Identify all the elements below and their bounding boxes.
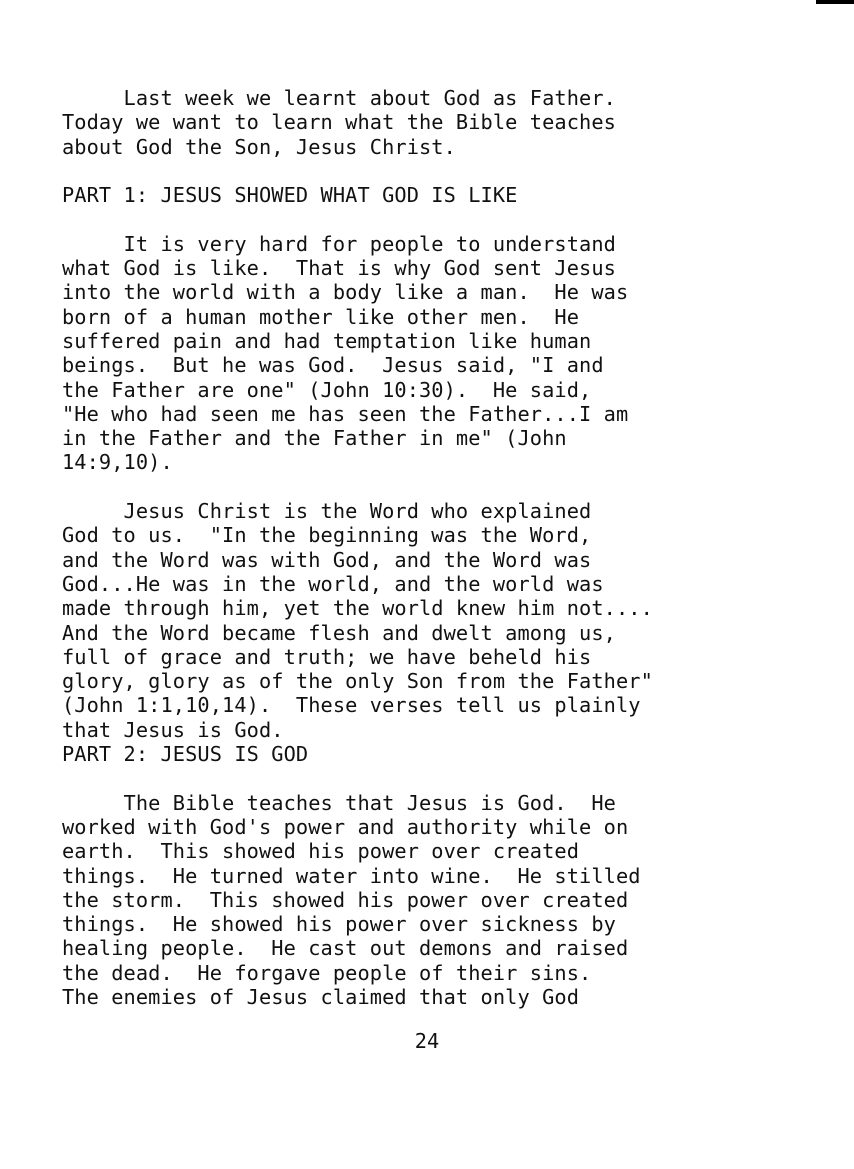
text-line: in the Father and the Father in me" (John [62,426,567,451]
text-line: made through him, yet the world knew him not.... [62,596,653,621]
section-heading-part-1: PART 1: JESUS SHOWED WHAT GOD IS LIKE [62,183,518,208]
text-line: It is very hard for people to understand [62,231,616,256]
paragraph-intro [62,86,782,159]
text-line: that Jesus is God. [62,717,284,742]
section-heading-part-2: PART 2: JESUS IS GOD [62,742,309,767]
text-line: And the Word became flesh and dwelt among us, [62,620,616,645]
text-line: The enemies of Jesus claimed that only God [62,984,580,1009]
spacer [62,766,782,790]
text-line: glory, glory as of the only Son from the Father" [62,669,653,694]
text-line: the storm. This showed his power over created [62,887,629,912]
text-line: what God is like. That is why God sent Jesus [62,256,616,281]
text-line: beings. But he was God. Jesus said, "I and [62,353,604,378]
text-line: God to us. "In the beginning was the Word, [62,523,592,548]
text-line: Last week we learnt about God as Father. [62,86,616,110]
text-line: earth. This showed his power over created [62,839,580,864]
spacer [62,207,782,231]
text-line: things. He turned water into wine. He stilled [62,863,641,888]
text-line: (John 1:1,10,14). These verses tell us plainly [62,693,641,718]
text-line: 14:9,10). [62,450,173,475]
scan-edge-mark [816,0,854,4]
spacer [62,159,782,183]
text-line: about God the Son, Jesus Christ. [62,134,456,159]
text-line: "He who had seen me has seen the Father...I am [62,401,629,426]
text-line: into the world with a body like a man. He was [62,280,629,305]
paragraph-jesus-is-god [62,791,782,1010]
text-line: the dead. He forgave people of their sins. [62,960,592,985]
page-number: 24 [414,1029,440,1053]
paragraph-jesus-the-word [62,499,782,742]
text-line: born of a human mother like other men. He [62,304,580,329]
text-line: worked with God's power and authority while on [62,814,629,839]
text-line: the Father are one" (John 10:30). He said, [62,377,592,402]
text-line: things. He showed his power over sickness by [62,912,616,937]
document-page [62,86,782,1009]
text-line: suffered pain and had temptation like human [62,328,592,353]
text-line: full of grace and truth; we have beheld his [62,644,592,669]
spacer [62,475,782,499]
text-line: God...He was in the world, and the world was [62,571,604,596]
text-line: Today we want to learn what the Bible teaches [62,110,616,135]
text-line: The Bible teaches that Jesus is God. He [62,790,616,815]
paragraph-jesus-showed-god [62,232,782,475]
text-line: and the Word was with God, and the Word was [62,547,592,572]
text-line: Jesus Christ is the Word who explained [62,499,592,524]
text-line: healing people. He cast out demons and raised [62,936,629,961]
